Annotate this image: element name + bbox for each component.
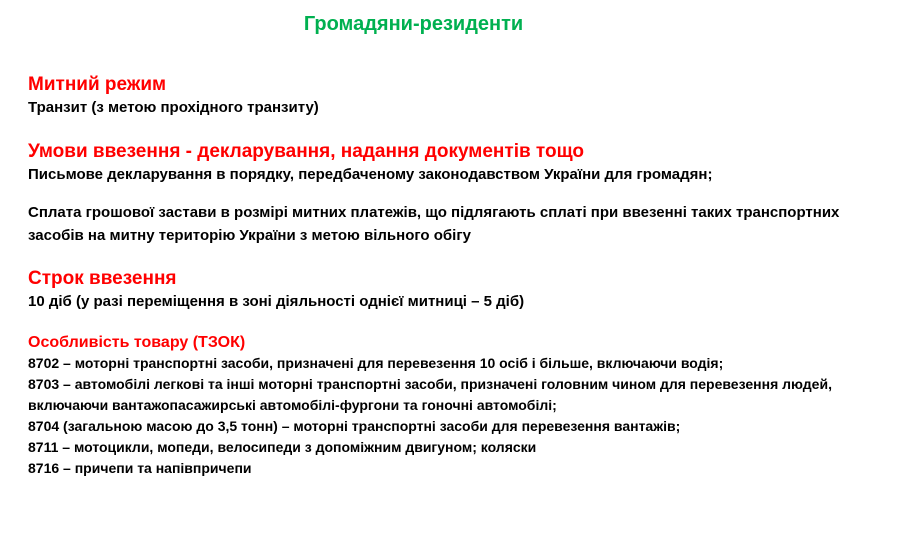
goods-features-section	[28, 333, 878, 479]
customs-regime-text: Транзит (з метою прохідного транзиту)	[28, 99, 319, 116]
goods-features-list	[28, 353, 878, 479]
import-conditions-paragraph: Сплата грошової застави в розмірі митних платежів, що підлягають сплаті при ввезенні таких транспортних засобів на митну територію України з метою вільного обігу	[28, 204, 840, 244]
import-conditions-section	[28, 141, 878, 247]
list-item: 8703 – автомобілі легкові та інші моторні транспортні засоби, призначені головним чином для перевезення людей, включаючи вантажопасажирські автомобілі-фургони та гоночні автомобілі;	[28, 376, 832, 413]
list-item: 8704 (загальною масою до 3,5 тонн) – моторні транспортні засоби для перевезення вантажів;	[28, 418, 681, 434]
customs-regime-section	[28, 74, 878, 119]
list-item: 8716 – причепи та напівпричепи	[28, 460, 252, 476]
customs-regime-heading: Митний режим	[28, 74, 167, 95]
goods-features-heading: Особливість товару (ТЗОК)	[28, 334, 246, 351]
list-item: 8702 – моторні транспортні засоби, призначені для перевезення 10 осіб і більше, включаючи водія;	[28, 355, 724, 371]
import-conditions-heading: Умови ввезення - декларування, надання документів тощо	[28, 141, 584, 162]
list-item: 8711 – мотоцикли, мопеди, велосипеди з допоміжним двигуном; коляски	[28, 439, 537, 455]
import-term-heading: Строк ввезення	[28, 268, 177, 289]
import-conditions-paragraph: Письмове декларування в порядку, передбаченому законодавством України для громадян;	[28, 166, 713, 183]
import-term-section	[28, 268, 878, 313]
page-title: Громадяни-резиденти	[303, 13, 524, 35]
import-term-text: 10 діб (у разі переміщення в зоні діяльності однієї митниці – 5 діб)	[28, 293, 525, 310]
